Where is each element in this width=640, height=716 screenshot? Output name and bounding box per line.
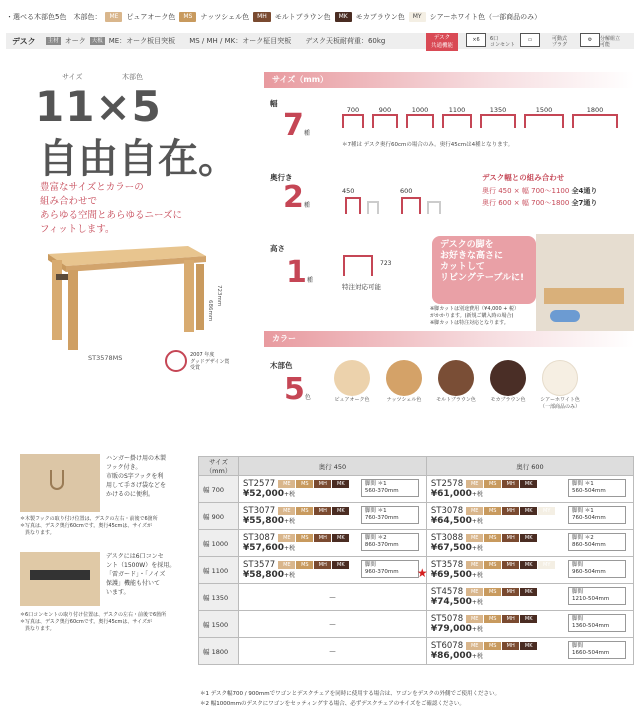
leg-value: 960-370mm (364, 569, 399, 575)
product-cell (416, 557, 633, 584)
color-caption: 木部色 (122, 73, 143, 81)
color-name-ms: ナッツシェル色 (200, 13, 250, 21)
badge-mh: MH (502, 615, 519, 623)
badge-me: ME (466, 615, 483, 623)
swatch-row (334, 360, 578, 410)
badge-mh: MH (314, 534, 331, 542)
badge-mh: MH (502, 588, 519, 596)
hook-text: ハンガー掛け用の木製 フック付き。 市販のS字フックを利 用して手さげ袋などを かけるのに便利。 (106, 455, 167, 498)
combo-2 (482, 198, 597, 208)
star-icon: ★ (416, 566, 428, 580)
badge-mk: MK (520, 561, 537, 569)
depth-450-shape (344, 196, 384, 216)
swatch-nutshell (386, 360, 422, 396)
leg-box (361, 506, 419, 524)
color-name-mh: モルトブラウン色 (274, 13, 331, 21)
width-700: 700 (346, 106, 360, 114)
product-code: ST5078 (430, 614, 464, 624)
width-shapes (342, 106, 618, 128)
swatch-sheer-white-label: シアーホワイト色 （一部商品のみ） (539, 397, 580, 410)
badge-mh: MH (314, 507, 331, 515)
leg-value: 860-370mm (364, 542, 399, 548)
badge-my: MY (538, 507, 555, 515)
badge-ms: MS (484, 588, 501, 596)
wood-color-label: 木部色 (270, 361, 293, 370)
badge-me: ME (105, 12, 122, 22)
badge-me: ME (278, 534, 295, 542)
spec-top-material-2: MS / MH / MK：オーク柾目突板 (189, 37, 292, 45)
tax-label: +税 (471, 572, 483, 579)
spec-load: デスク天板耐荷重：60kg (305, 37, 386, 45)
badge-mk: MK (332, 507, 349, 515)
width-1100: 1100 (448, 106, 466, 114)
badge-ms: MS (484, 480, 501, 488)
width-1800: 1800 (586, 106, 604, 114)
depth-label: 奥行き (270, 173, 293, 182)
product-code: ST2577 (243, 479, 276, 489)
swatch-pure-oak (334, 360, 370, 396)
width-count (283, 108, 310, 143)
leg-value: 860-504mm (572, 542, 606, 548)
badge-mk: MK (520, 507, 537, 515)
width-1350: 1350 (489, 106, 507, 114)
badge-mk: MK (332, 534, 349, 542)
height-note: 特注対応可能 (342, 283, 381, 291)
width-note: ＊7種は デスク奥行60cmの場合のみ。奥行45cmは4種となります。 (342, 142, 514, 148)
product-code: ST2578 (430, 479, 464, 489)
leg-label: 脚間 (364, 562, 376, 568)
product-price: ¥67,500 (430, 543, 472, 553)
tax-label: +税 (471, 626, 483, 633)
badge-ms: MS (484, 534, 501, 542)
outlet-text: デスクには6口コンセ ント（1500W）を採用。 「雷ガード」・「ノイズ 保護」機能も付いて います。 (106, 553, 176, 596)
badge-ms: MS (484, 642, 501, 650)
height-count (286, 255, 313, 290)
table-row (199, 476, 634, 503)
badge-my: MY (409, 12, 426, 22)
color-legend-intro: ・選べる木部色5色 木部色： (6, 13, 102, 21)
product-cell (426, 584, 633, 611)
badge-me: ME (466, 534, 483, 542)
size-caption: サイズ (62, 73, 83, 81)
leg-value: 1360-504mm (572, 623, 610, 629)
badge-me: ME (278, 507, 295, 515)
height-label: 高さ (270, 244, 285, 253)
badge-mh: MH (502, 561, 519, 569)
leg-value: 1210-504mm (572, 596, 610, 602)
color-section-header: カラー (264, 331, 634, 347)
depth-count-number: 2 (283, 180, 304, 215)
leg-box (361, 479, 419, 497)
leg-box (361, 533, 419, 551)
badge-me: ME (466, 642, 483, 650)
width-900: 900 (378, 106, 392, 114)
color-name-me: ピュアオーク色 (126, 13, 176, 21)
hook-note: ＊木製フックの取り付け位置は、デスクの左右・前後で6箇所 ＊写真は、デスク奥行60cmです。奥行45cmは、サイズが 異なります。 (20, 516, 158, 536)
leg-value: 560-370mm (364, 488, 399, 494)
table-header-depth-600: 奥行 600 (426, 457, 633, 476)
wood-color-number: 5 (284, 372, 305, 407)
row-width: 幅 1350 (199, 584, 239, 611)
size-section-header: サイズ（mm） (264, 72, 634, 88)
leg-label: 脚間 ＊1 (364, 508, 387, 514)
badge-mk: MK (335, 12, 352, 22)
badge-ms: MS (179, 12, 196, 22)
leg-box (568, 479, 626, 497)
width-1000: 1000 (411, 106, 429, 114)
product-cell (239, 476, 427, 503)
row-width: 幅 700 (199, 476, 239, 503)
product-cell-empty: — (239, 611, 427, 638)
combo-title: デスク幅との組み合わせ (482, 173, 565, 182)
desk-photo (38, 246, 218, 356)
row-width: 幅 1500 (199, 611, 239, 638)
leg-label: 脚間 (572, 562, 584, 568)
badge-me: ME (466, 480, 483, 488)
row-width: 幅 1000 (199, 530, 239, 557)
leg-box (568, 587, 626, 605)
depth-count (283, 180, 310, 215)
table-header-size: サイズ（mm） (199, 457, 239, 476)
product-cell (426, 503, 633, 530)
table-row (199, 530, 634, 557)
product-cell-empty: — (239, 584, 427, 611)
leg-box (568, 560, 626, 578)
leg-value: 760-370mm (364, 515, 399, 521)
footnote-2: ＊2 幅1000mmのデスクにワゴンをセッティングする場合、必ずデスクチェアのサイズをご確認ください。 (200, 701, 465, 707)
product-price: ¥74,500 (430, 597, 472, 607)
leg-box (361, 560, 419, 578)
badge-my: MY (538, 561, 555, 569)
leg-label: 脚間 (572, 589, 584, 595)
footnote-1: ＊1 デスク幅700 / 900mmでワゴンとデスクチェアを同時に使用する場合は、ワゴンをデスクの外側でご使用ください。 (200, 691, 500, 697)
combo-2-text: 奥行 600 × 幅 700〜1800 (482, 199, 570, 207)
table-header-depth-450: 奥行 450 (239, 457, 427, 476)
height-count-number: 1 (286, 255, 307, 290)
wood-color-unit: 色 (304, 394, 311, 401)
badge-mh: MH (314, 480, 331, 488)
desk-model: ST3578MS (88, 354, 123, 362)
product-code: ST3577 (243, 560, 276, 570)
outlet-icon: ×6 (466, 33, 486, 47)
product-cell (426, 638, 633, 665)
product-cell (426, 530, 633, 557)
product-code: ST3578 (430, 560, 464, 570)
product-price: ¥86,000 (430, 651, 472, 661)
depth-600-shape (400, 196, 444, 216)
row-width: 幅 1100 (199, 557, 239, 584)
product-code: ST3088 (430, 533, 464, 543)
good-design-icon (165, 350, 187, 372)
plug-label: 可動式 プラグ (552, 36, 568, 48)
badge-me: ME (466, 588, 483, 596)
tax-label: +税 (284, 491, 296, 498)
row-width: 幅 900 (199, 503, 239, 530)
swatch-nutshell-label: ナッツシェル色 (386, 397, 422, 403)
product-price: ¥64,500 (430, 516, 472, 526)
depth-600: 600 (400, 187, 413, 195)
swatch-malt-brown (438, 360, 474, 396)
product-price: ¥69,500 (430, 570, 472, 580)
promo-text: デスクの脚を お好きな高さに カットして リビングテーブルに! (440, 240, 525, 283)
product-price: ¥61,000 (430, 489, 472, 499)
height-count-unit: 種 (306, 277, 313, 284)
product-cell (239, 530, 427, 557)
combo-1-text: 奥行 450 × 幅 700〜1100 (482, 187, 570, 195)
badge-mk: MK (520, 642, 537, 650)
spec-top-material: ME：オーク板目突板 (108, 37, 176, 45)
leg-box (568, 533, 626, 551)
leg-label: 脚間 ＊2 (364, 535, 387, 541)
spec-main-material: オーク (64, 37, 86, 45)
swatch-malt-brown-label: モルトブラウン色 (436, 397, 476, 403)
combo-1 (482, 186, 597, 196)
product-cell (239, 503, 427, 530)
tax-label: +税 (471, 545, 483, 552)
table-header-row (199, 457, 634, 476)
swatch-mocha-brown-label: モカブラウン色 (490, 397, 526, 403)
hook-photo (20, 454, 100, 512)
dim-height-2: 723mm (216, 285, 222, 307)
leg-value: 960-504mm (572, 569, 606, 575)
tax-label: +税 (471, 599, 483, 606)
color-name-mk: モカブラウン色 (355, 13, 405, 21)
width-1500: 1500 (535, 106, 553, 114)
depth-count-unit: 種 (303, 202, 310, 209)
spec-title: デスク (12, 36, 36, 46)
product-code: ST4578 (430, 587, 464, 597)
badge-ms: MS (296, 507, 313, 515)
spec-tag-top: 天板 (91, 38, 103, 44)
badge-mh: MH (502, 507, 519, 515)
dim-height-1: 686mm (207, 300, 213, 322)
leg-label: 脚間 ＊2 (572, 535, 594, 541)
tax-label: +税 (284, 545, 296, 552)
leg-value: 560-504mm (572, 488, 606, 494)
table-row (199, 584, 634, 611)
badge-mk: MK (520, 615, 537, 623)
product-price: ¥57,600 (243, 543, 284, 553)
leg-box (568, 641, 626, 659)
row-width: 幅 1800 (199, 638, 239, 665)
height-shape (342, 254, 382, 278)
table-row (199, 638, 634, 665)
width-label: 幅 (270, 99, 278, 108)
badge-ms: MS (484, 507, 501, 515)
hero-title-number: 11×5 (35, 82, 162, 131)
price-table (198, 456, 634, 665)
badge-mh: MH (502, 642, 519, 650)
badge-ms: MS (296, 561, 313, 569)
promo-note: ※脚カットは別途費用（¥4,000 + 税） がかかります。(新規ご購入時の場合) ※脚カットは特注対応となります。 (430, 306, 520, 326)
product-price: ¥52,000 (243, 489, 284, 499)
width-count-unit: 種 (303, 130, 310, 137)
product-code: ST3087 (243, 533, 276, 543)
badge-ms: MS (296, 534, 313, 542)
plug-icon: ▭ (520, 33, 540, 47)
product-cell-empty: — (239, 638, 427, 665)
badge-mk: MK (332, 561, 349, 569)
tax-label: +税 (471, 653, 483, 660)
color-legend-line (6, 10, 541, 24)
badge-mh: MH (314, 561, 331, 569)
wood-color-count (284, 372, 311, 407)
table-row (199, 503, 634, 530)
leg-box (568, 614, 626, 632)
assembly-label: 分解組立 可能 (600, 36, 621, 48)
badge-ms: MS (484, 615, 501, 623)
hero-catchcopy: 豊富なサイズとカラーの 組み合わせで あらゆる空間とあらゆるニーズに フィットします。 (40, 182, 183, 235)
outlet-photo (20, 552, 100, 606)
leg-value: 760-504mm (572, 515, 606, 521)
product-price: ¥55,800 (243, 516, 284, 526)
hero-title: 自由自在。 (38, 136, 238, 182)
badge-me: ME (278, 480, 295, 488)
tax-label: +税 (284, 572, 296, 579)
product-price: ¥58,800 (243, 570, 284, 580)
badge-mh: MH (253, 12, 271, 22)
width-count-number: 7 (283, 108, 304, 143)
leg-value: 1660-504mm (572, 650, 610, 656)
leg-label: 脚間 ＊1 (572, 481, 594, 487)
outlet-note: ＊6口コンセントの取り付け位置は、デスクの左右・前後で6箇所 ＊写真は、デスク奥行60cmです。奥行45cmは、サイズが 異なります。 (20, 612, 167, 632)
badge-mk: MK (332, 480, 349, 488)
badge-mh: MH (502, 534, 519, 542)
height-value: 723 (380, 260, 392, 267)
leg-label: 脚間 (572, 616, 584, 622)
swatch-pure-oak-label: ピュアオーク色 (334, 397, 370, 403)
leg-label: 脚間 ＊1 (364, 481, 387, 487)
badge-me: ME (466, 561, 483, 569)
product-price: ¥79,000 (430, 624, 472, 634)
badge-mk: MK (520, 534, 537, 542)
badge-ms: MS (484, 561, 501, 569)
product-cell (239, 557, 427, 584)
assembly-icon: ⚙ (580, 33, 600, 47)
product-cell (426, 476, 633, 503)
swatch-mocha-brown (490, 360, 526, 396)
color-name-my: シアーホワイト色（一部商品のみ） (429, 13, 542, 21)
badge-ms: MS (296, 480, 313, 488)
tax-label: +税 (284, 518, 296, 525)
tax-label: +税 (471, 518, 483, 525)
leg-label: 脚間 (572, 643, 584, 649)
table-row (199, 611, 634, 638)
leg-box (568, 506, 626, 524)
badge-me: ME (278, 561, 295, 569)
product-code: ST3077 (243, 506, 276, 516)
tax-label: +税 (471, 491, 483, 498)
outlet-label: 6口 コンセント (490, 36, 516, 48)
product-code: ST6078 (430, 641, 464, 651)
badge-mk: MK (520, 480, 537, 488)
badge-me: ME (466, 507, 483, 515)
combo-1-count: 全4通り (571, 187, 598, 195)
table-row (199, 557, 634, 584)
spec-tag-main: 主材 (47, 38, 59, 44)
swatch-sheer-white (542, 360, 578, 396)
leg-label: 脚間 ＊1 (572, 508, 594, 514)
living-table-photo (536, 234, 634, 338)
common-function-badge: デスク 共通機能 (426, 33, 458, 51)
badge-mk: MK (520, 588, 537, 596)
award-text: 2007 年度 グッドデザイン賞 受賞 (190, 352, 230, 371)
badge-mh: MH (502, 480, 519, 488)
product-cell (426, 611, 633, 638)
product-code: ST3078 (430, 506, 464, 516)
depth-450: 450 (342, 187, 355, 195)
combo-2-count: 全7通り (571, 199, 598, 207)
